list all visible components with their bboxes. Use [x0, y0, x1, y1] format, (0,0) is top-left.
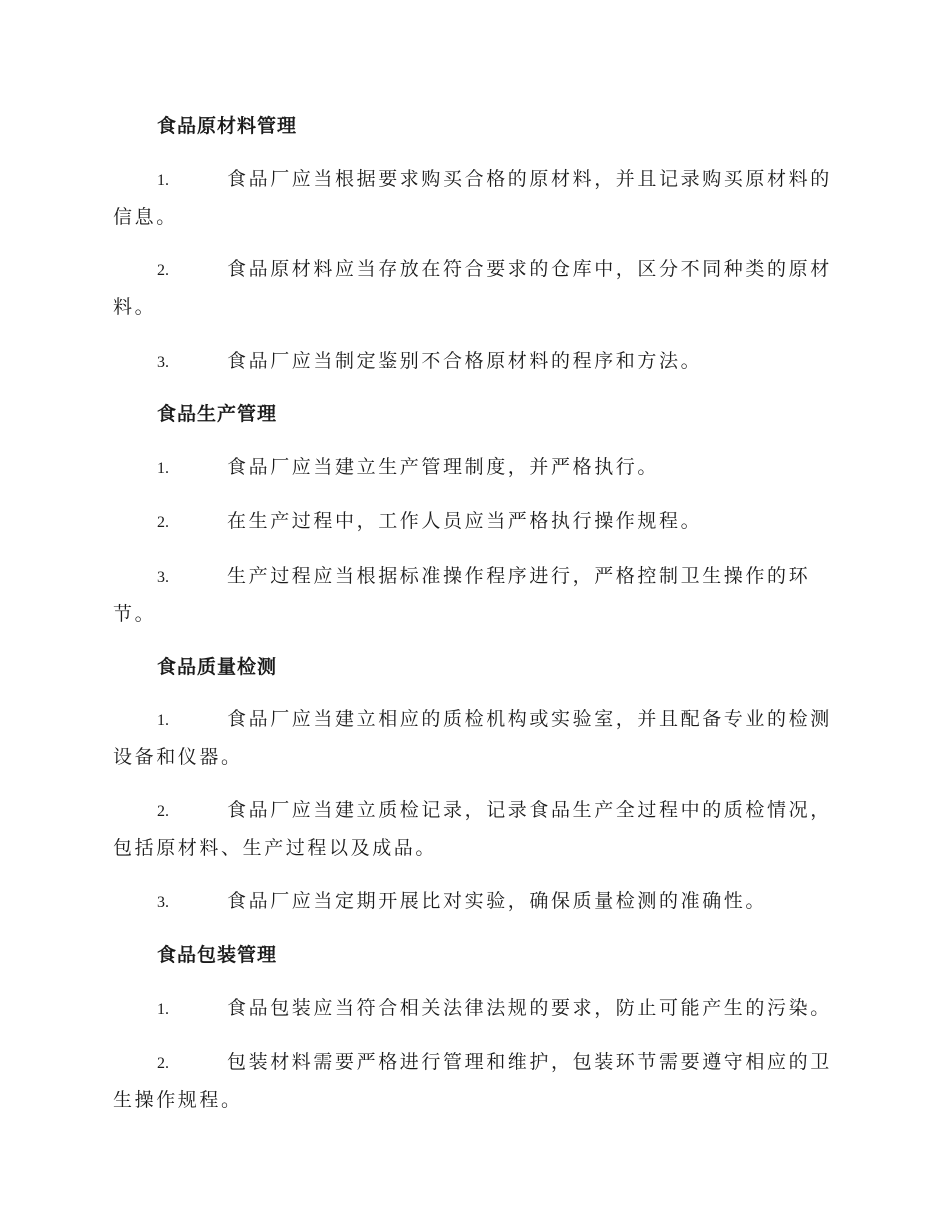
section-heading: 食品生产管理 — [157, 403, 278, 425]
list-item — [113, 558, 835, 632]
list-item — [113, 792, 835, 866]
list-item — [113, 1044, 835, 1118]
item-text: 食品厂应当根据要求购买合格的原材料，并且记录购买原材料的信息。 — [113, 168, 832, 228]
list-item — [113, 251, 835, 325]
item-number: 1. — [157, 172, 169, 189]
item-number: 2. — [157, 803, 169, 820]
item-number: 3. — [157, 894, 169, 911]
item-text: 食品厂应当建立质检记录，记录食品生产全过程中的质检情况，包括原材料、生产过程以及成品。 — [113, 799, 832, 859]
item-number: 2. — [157, 262, 169, 279]
item-text: 食品厂应当建立生产管理制度，并严格执行。 — [227, 456, 660, 478]
list-item — [113, 990, 835, 1028]
item-text: 食品厂应当制定鉴别不合格原材料的程序和方法。 — [227, 350, 703, 372]
item-number: 1. — [157, 460, 169, 477]
section-heading: 食品原材料管理 — [157, 115, 298, 137]
list-item — [113, 883, 835, 921]
item-number: 2. — [157, 1055, 169, 1072]
item-text: 生产过程应当根据标准操作程序进行，严格控制卫生操作的环节。 — [113, 565, 811, 625]
item-text: 食品厂应当建立相应的质检机构或实验室，并且配备专业的检测设备和仪器。 — [113, 708, 832, 768]
list-item — [113, 343, 835, 381]
item-text: 食品原材料应当存放在符合要求的仓库中，区分不同种类的原材料。 — [113, 258, 832, 318]
item-number: 3. — [157, 354, 169, 371]
item-text: 包装材料需要严格进行管理和维护，包装环节需要遵守相应的卫生操作规程。 — [113, 1051, 832, 1111]
list-item — [113, 161, 835, 235]
list-item — [113, 449, 835, 487]
item-number: 1. — [157, 1001, 169, 1018]
item-text: 食品包装应当符合相关法律法规的要求，防止可能产生的污染。 — [227, 997, 832, 1019]
section-heading: 食品包装管理 — [157, 944, 278, 966]
item-number: 3. — [157, 569, 169, 586]
section-heading: 食品质量检测 — [157, 656, 278, 678]
item-number: 1. — [157, 712, 169, 729]
item-number: 2. — [157, 514, 169, 531]
item-text: 在生产过程中，工作人员应当严格执行操作规程。 — [227, 510, 703, 532]
list-item — [113, 701, 835, 775]
list-item — [113, 503, 835, 541]
item-text: 食品厂应当定期开展比对实验，确保质量检测的准确性。 — [227, 890, 768, 912]
